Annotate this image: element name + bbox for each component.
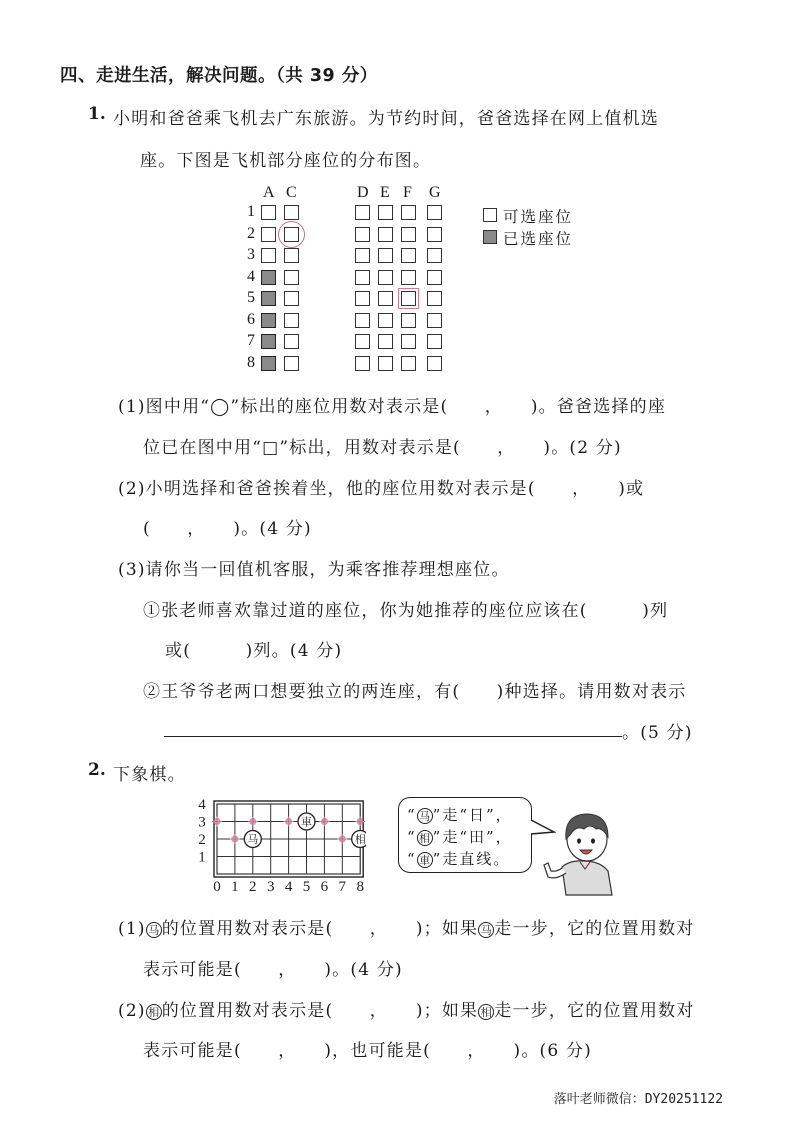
piece-elephant-icon: 相 (478, 1004, 494, 1020)
x-tick-label: 1 (231, 879, 239, 895)
seat-G2[interactable] (427, 227, 442, 242)
seat-E2[interactable] (378, 227, 393, 242)
row-label-4: 4 (247, 267, 255, 285)
column-label-E: E (380, 184, 390, 201)
q2-sub2-text-b: 走一步，它的位置用数对 (494, 1001, 695, 1021)
row-label-2: 2 (247, 224, 255, 242)
y-tick-label: 3 (198, 814, 206, 831)
bubble-text: 走“日”， (442, 806, 513, 824)
q1-sub3a-line-2: 或( )列。(4 分) (165, 641, 343, 661)
seat-G8[interactable] (427, 356, 442, 371)
seat-C1[interactable] (284, 205, 299, 220)
seat-A5[interactable] (261, 291, 276, 306)
bubble-text: 走直线。 (442, 850, 511, 868)
square-mark (398, 288, 419, 309)
seat-C8[interactable] (284, 356, 299, 371)
seat-A8[interactable] (261, 356, 276, 371)
chess-piece-label: 相 (354, 833, 366, 846)
x-tick-label: 2 (249, 879, 257, 895)
piece-horse-icon: 马 (478, 922, 494, 938)
piece-elephant-icon: 相 (146, 1004, 162, 1020)
q1-sub1-line-1: (1)图中用“◯”标出的座位用数对表示是( ， )。爸爸选择的座 (118, 397, 667, 417)
chess-piece-相[interactable] (352, 831, 366, 848)
seat-A1[interactable] (261, 205, 276, 220)
seat-E1[interactable] (378, 205, 393, 220)
question-2-number: 2. (88, 760, 106, 780)
y-tick-label: 1 (198, 849, 206, 866)
legend-taken-label: 已选座位 (503, 230, 574, 248)
q2-sub2-line-2: 表示可能是( ， )，也可能是( ， )。(6 分) (143, 1041, 593, 1061)
q1-sub3b-line-1: ②王爷爷老两口想要独立的两连座，有( )种选择。请用数对表示 (143, 682, 687, 702)
open-quote: “ (407, 806, 417, 824)
seat-D6[interactable] (355, 313, 370, 328)
q2-sub1-prefix: (1) (118, 919, 146, 939)
bubble-line-2 (407, 826, 513, 847)
seat-diagram (230, 180, 610, 380)
x-tick-label: 8 (356, 879, 364, 895)
column-label-G: G (429, 184, 441, 201)
answer-underline[interactable] (164, 736, 622, 737)
seat-F7[interactable] (401, 334, 416, 349)
close-quote: ” (432, 850, 443, 868)
row-label-3: 3 (247, 246, 255, 263)
close-quote: ” (432, 806, 443, 824)
seat-F6[interactable] (401, 313, 416, 328)
seat-G3[interactable] (427, 248, 442, 263)
seat-A3[interactable] (261, 248, 276, 263)
seat-D2[interactable] (355, 227, 370, 242)
seat-G6[interactable] (427, 313, 442, 328)
q1-sub2-line-1: (2)小明选择和爸爸挨着坐，他的座位用数对表示是( ， )或 (118, 479, 645, 499)
seat-C4[interactable] (284, 270, 299, 285)
seat-E5[interactable] (378, 291, 393, 306)
seat-D1[interactable] (355, 205, 370, 220)
seat-E3[interactable] (378, 248, 393, 263)
column-label-A: A (263, 184, 275, 201)
seat-D8[interactable] (355, 356, 370, 371)
q2-sub1-text-a: 的位置用数对表示是( ， )；如果 (161, 919, 479, 939)
chess-board (196, 797, 366, 895)
boy-illustration-icon (540, 805, 620, 897)
open-quote: “ (407, 850, 417, 868)
q2-sub2-prefix: (2) (118, 1001, 146, 1021)
piece-chariot-icon: 車 (417, 852, 433, 868)
seat-A2[interactable] (261, 227, 276, 242)
seat-C5[interactable] (284, 291, 299, 306)
question-2-title: 下象棋。 (113, 765, 186, 785)
row-label-8: 8 (247, 353, 255, 371)
seat-D5[interactable] (355, 291, 370, 306)
q1-sub3b-line-2: 。(5 分) (622, 723, 693, 743)
row-label-5: 5 (247, 289, 255, 306)
x-tick-label: 7 (338, 879, 347, 895)
seat-G1[interactable] (427, 205, 442, 220)
column-label-C: C (286, 184, 297, 201)
seat-G7[interactable] (427, 334, 442, 349)
x-tick-label: 0 (213, 879, 221, 895)
x-tick-label: 3 (266, 879, 275, 895)
x-tick-label: 6 (320, 879, 329, 895)
column-label-D: D (357, 184, 369, 201)
q1-sub3a-line-1: ①张老师喜欢靠过道的座位，你为她推荐的座位应该在( )列 (143, 601, 669, 621)
row-label-7: 7 (247, 332, 255, 349)
question-1-intro-line-2: 座。下图是飞机部分座位的分布图。 (140, 151, 432, 171)
chess-piece-車[interactable] (298, 813, 315, 830)
x-tick-label: 4 (284, 879, 293, 895)
question-1-number: 1. (88, 104, 106, 124)
legend-taken-swatch (483, 230, 497, 244)
seat-A6[interactable] (261, 313, 276, 328)
circle-mark (278, 221, 305, 248)
bubble-line-3 (407, 848, 510, 869)
row-label-6: 6 (247, 310, 255, 328)
seat-E4[interactable] (378, 270, 393, 285)
seat-F2[interactable] (401, 227, 416, 242)
question-1-intro-line-1: 小明和爸爸乘飞机去广东旅游。为节约时间，爸爸选择在网上值机选 (113, 109, 659, 129)
seat-C3[interactable] (284, 248, 299, 263)
seat-D4[interactable] (355, 270, 370, 285)
seat-C6[interactable] (284, 313, 299, 328)
q1-sub2-line-2: ( ， )。(4 分) (143, 519, 312, 539)
open-quote: “ (407, 828, 417, 846)
column-label-F: F (403, 184, 412, 201)
q2-sub2-text-a: 的位置用数对表示是( ， )；如果 (161, 1001, 479, 1021)
seat-D3[interactable] (355, 248, 370, 263)
row-label-1: 1 (247, 203, 255, 220)
seat-D7[interactable] (355, 334, 370, 349)
seat-F4[interactable] (401, 270, 416, 285)
chess-piece-马[interactable] (244, 831, 261, 848)
speech-bubble (398, 797, 532, 873)
chess-piece-label: 马 (247, 833, 259, 846)
y-tick-label: 4 (198, 797, 206, 813)
bubble-text: 走“田”， (442, 828, 513, 846)
section-title: 四、走进生活，解决问题。（共 39 分） (60, 66, 378, 86)
seat-F8[interactable] (401, 356, 416, 371)
y-tick-label: 2 (198, 832, 206, 848)
seat-E8[interactable] (378, 356, 393, 371)
bubble-line-1 (407, 804, 513, 825)
q2-sub2-line-1 (118, 996, 694, 1021)
seat-C7[interactable] (284, 334, 299, 349)
piece-horse-icon: 马 (146, 922, 162, 938)
piece-horse-icon: 马 (417, 808, 433, 824)
piece-elephant-icon: 相 (417, 830, 433, 846)
seat-A4[interactable] (261, 270, 276, 285)
close-quote: ” (432, 828, 443, 846)
seat-E7[interactable] (378, 334, 393, 349)
seat-E6[interactable] (378, 313, 393, 328)
seat-F3[interactable] (401, 248, 416, 263)
q2-sub1-line-2: 表示可能是( ， )。(4 分) (143, 960, 403, 980)
legend-available-label: 可选座位 (503, 208, 574, 226)
q1-sub1-line-2: 位已在图中用“□”标出，用数对表示是( ， )。(2 分) (143, 438, 622, 458)
seat-G5[interactable] (427, 291, 442, 306)
q2-sub1-line-1 (118, 914, 694, 939)
chess-piece-label: 車 (301, 815, 312, 829)
seat-A7[interactable] (261, 334, 276, 349)
q2-sub1-text-b: 走一步，它的位置用数对 (494, 919, 695, 939)
seat-G4[interactable] (427, 270, 442, 285)
legend-available-swatch (483, 208, 497, 222)
q1-sub3-line-1: (3)请你当一回值机客服，为乘客推荐理想座位。 (118, 560, 510, 580)
x-tick-label: 5 (302, 879, 311, 895)
watermark: 落叶老师微信：DY20251122 (553, 1092, 723, 1107)
seat-F1[interactable] (401, 205, 416, 220)
